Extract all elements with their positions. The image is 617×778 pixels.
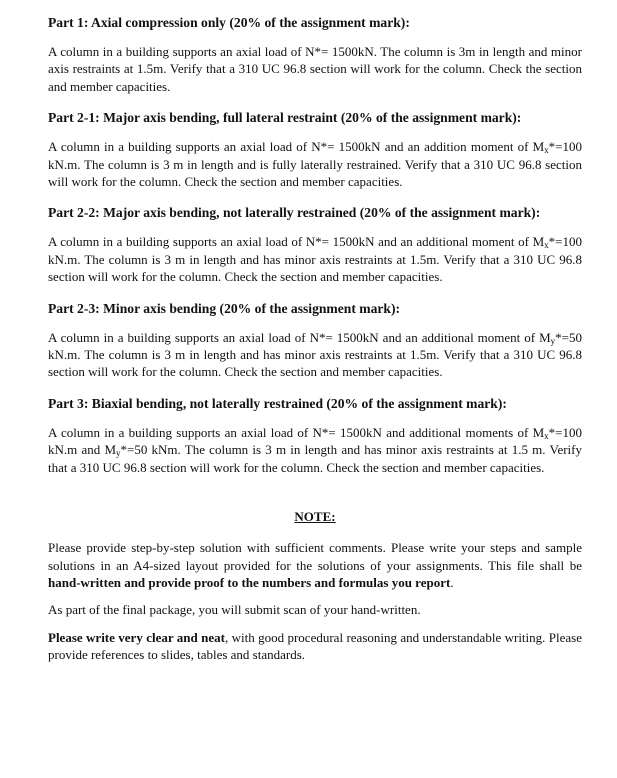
note-p3-rest: , with good procedural reasoning and understandable writing. Please provide references to slides, tables and standards. xyxy=(48,629,582,663)
part3-body xyxy=(48,424,582,476)
note-p3-bold: Please write very clear and neat xyxy=(48,629,225,645)
note-title: NOTE: xyxy=(294,509,336,525)
part2-2-body xyxy=(48,233,582,285)
part2-3-body xyxy=(48,329,582,381)
part2-1-body xyxy=(48,138,582,190)
part2-1-body-a: A column in a building supports an axial load of N*= 1500kN and an addition moment of M xyxy=(48,139,545,155)
part2-2-heading: Part 2-2: Major axis bending, not laterally restrained (20% of the assignment mark): xyxy=(48,205,541,221)
part2-2-body-b: *=100 kN.m. The column is 3 m in length and has minor axis restraints at 1.5m. Verify that a 310 UC 96.8 section will work for the column. Check the section and member capacities. xyxy=(48,234,582,285)
part3-subscript-y: y xyxy=(116,448,121,459)
part2-3-subscript: y xyxy=(550,335,556,346)
part2-2-body-a: A column in a building supports an axial load of N*= 1500kN and an additional moment of M xyxy=(48,234,545,250)
part2-2-subscript: x xyxy=(544,240,549,251)
part2-1-heading: Part 2-1: Major axis bending, full lateral restraint (20% of the assignment mark): xyxy=(48,110,522,126)
part2-1-body-b: *=100 kN.m. The column is 3 m in length and is fully laterally restrained. Verify that a 310 UC 96.8 section will work for the column. Check the section and member capacities. xyxy=(48,139,582,190)
part2-1-subscript: x xyxy=(544,145,549,156)
note-paragraph-2: As part of the final package, you will submit scan of your hand-written. xyxy=(48,602,421,618)
part3-subscript-x: x xyxy=(544,430,549,441)
part1-heading: Part 1: Axial compression only (20% of the assignment mark): xyxy=(48,15,410,30)
assignment-document xyxy=(48,6,582,664)
note-paragraph-1 xyxy=(48,539,582,591)
part2-3-body-b: *=50 kN.m. The column is 3 m in length and has minor axis restraints at 1.5m. Verify that a 310 UC 96.8 section will work for the column. Check the section and member capacities. xyxy=(48,329,582,380)
part3-body-b: *=100 kN.m and M xyxy=(48,424,582,458)
part2-3-body-a: A column in a building supports an axial load of N*= 1500kN and an additional moment of M xyxy=(48,329,551,345)
part1-body: A column in a building supports an axial load of N*= 1500kN. The column is 3m in length and minor axis restraints at 1.5m. Verify that a 310 UC 96.8 section will work for the column. Check the section and member capacities. xyxy=(48,44,582,94)
part3-body-a: A column in a building supports an axial load of N*= 1500kN and additional moments of M xyxy=(48,424,545,440)
note-p1-bold: hand-written and provide proof to the numbers and formulas you report xyxy=(48,574,451,590)
note-p1-end: . xyxy=(450,574,454,590)
note-p1-text: Please provide step-by-step solution with sufficient comments. Please write your steps and sample solutions in an A4-sized layout provided for the solutions of your assignments. This file shall be xyxy=(48,540,582,573)
part3-body-c: *=50 kNm. The column is 3 m in length and has minor axis restraints at 1.5 m. Verify that a 310 UC 96.8 section will work for the column. Check the section and member capacities. xyxy=(48,442,582,475)
part3-heading: Part 3: Biaxial bending, not laterally restrained (20% of the assignment mark): xyxy=(48,395,507,411)
part2-3-heading: Part 2-3: Minor axis bending (20% of the assignment mark): xyxy=(48,300,401,316)
note-paragraph-3 xyxy=(48,629,582,664)
